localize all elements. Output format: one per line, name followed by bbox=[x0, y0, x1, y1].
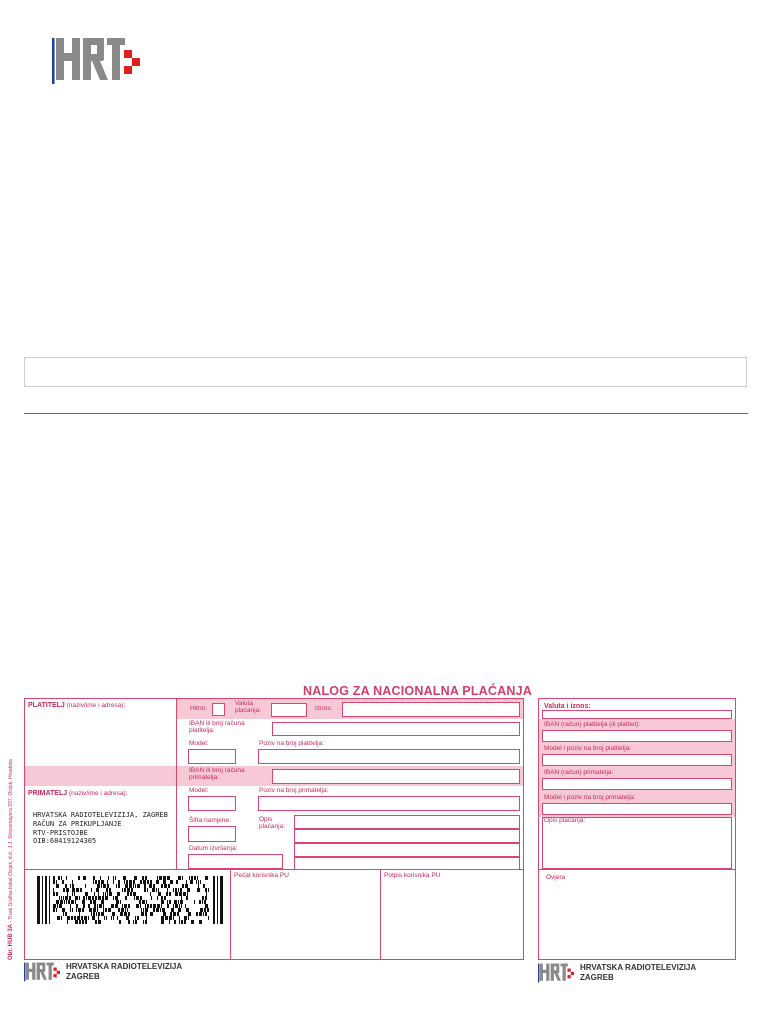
hrt-logo-small bbox=[538, 963, 574, 983]
payment-description-line[interactable] bbox=[294, 829, 520, 843]
recipient-line: OIB:68419124305 bbox=[33, 837, 97, 846]
stub-recipient-iban-label: IBAN (račun) primatelja: bbox=[544, 769, 614, 776]
form-side-print-note bbox=[8, 759, 14, 960]
stub-recipient-iban-field[interactable] bbox=[542, 778, 732, 790]
recipient-iban-label: IBAN ili broj računa primatelja: bbox=[189, 767, 245, 781]
recipient-address bbox=[33, 811, 168, 846]
form-column-divider bbox=[176, 699, 177, 869]
divider-line bbox=[24, 413, 748, 414]
payer-iban-label: IBAN ili broj računa platitelja: bbox=[189, 720, 245, 734]
urgent-label: Hitno: bbox=[190, 705, 207, 712]
stub-currency-amount-field[interactable] bbox=[542, 710, 732, 719]
stamp-label: Pečat korisnika PU bbox=[234, 872, 289, 879]
brand-city: ZAGREB bbox=[580, 973, 614, 982]
payer-model-field[interactable] bbox=[188, 749, 236, 764]
payer-reference-label: Poziv na broj platitelja: bbox=[259, 740, 325, 747]
hrt-logo-small bbox=[24, 962, 60, 982]
payment-description-line[interactable] bbox=[294, 843, 520, 857]
payer-model-label: Model: bbox=[189, 740, 209, 747]
execution-date-label: Datum izvršenja: bbox=[189, 845, 238, 852]
print-note: - Tisak Grafika tiskat Osijek, d.d., J.J. Strossmayera 337, Osijek, Hrvatska bbox=[8, 759, 14, 924]
payer-area[interactable] bbox=[26, 712, 176, 766]
purpose-code-field[interactable] bbox=[188, 826, 236, 842]
payer-reference-field[interactable] bbox=[258, 749, 520, 764]
recipient-reference-field[interactable] bbox=[258, 796, 520, 811]
brand-footer-left bbox=[24, 962, 182, 982]
stamp-divider bbox=[230, 869, 231, 959]
brand-footer-right bbox=[538, 963, 696, 983]
amount-field[interactable] bbox=[342, 702, 520, 717]
recipient-model-label: Model: bbox=[189, 787, 209, 794]
payment-description-line[interactable] bbox=[294, 815, 520, 829]
stub-payer-reference-label: Model i poziv na broj platitelja: bbox=[544, 745, 632, 752]
stub-description-label: Opis plaćanja: bbox=[544, 817, 586, 824]
pdf417-barcode bbox=[37, 876, 225, 924]
execution-date-field[interactable] bbox=[188, 854, 283, 869]
stub-description-field[interactable] bbox=[542, 817, 732, 869]
form-title: NALOG ZA NACIONALNA PLAĆANJA bbox=[303, 684, 532, 698]
signature-label: Potpis korisnika PU bbox=[384, 872, 441, 879]
stub-verification-label: Ovjera bbox=[546, 874, 566, 881]
brand-name: HRVATSKA RADIOTELEVIZIJA bbox=[66, 962, 183, 971]
recipient-reference-label: Poziv na broj primatelja: bbox=[259, 787, 329, 794]
payment-description-label: Opis plaćanja: bbox=[259, 816, 286, 830]
purpose-code-label: Šifra namjene: bbox=[189, 817, 231, 824]
stub-lower-divider bbox=[539, 869, 735, 870]
amount-label: Iznos: bbox=[315, 705, 333, 712]
brand-name: HRVATSKA RADIOTELEVIZIJA bbox=[580, 963, 697, 972]
hrt-logo bbox=[52, 38, 140, 84]
recipient-line: HRVATSKA RADIOTELEVIZIJA, ZAGREB bbox=[33, 811, 168, 819]
recipient-iban-field[interactable] bbox=[272, 769, 520, 784]
stub-recipient-reference-label: Model i poziv na broj primatelja: bbox=[544, 794, 636, 801]
stub-currency-amount-label: Valuta i iznos: bbox=[544, 703, 591, 710]
recipient-line: RTV-PRISTOJBE bbox=[33, 828, 88, 837]
currency-field[interactable] bbox=[271, 703, 307, 717]
stub-payer-iban-field[interactable] bbox=[542, 730, 732, 742]
stub-payer-iban-label: IBAN (račun) platitelja (ili platitel): bbox=[544, 721, 641, 728]
recipient-line: RAČUN ZA PRIKUPLJANJE bbox=[33, 819, 122, 828]
payer-label: PLATITELJ (naziv/ime i adresa): bbox=[28, 702, 126, 709]
payer-iban-field[interactable] bbox=[272, 722, 520, 736]
stub-payer-reference-field[interactable] bbox=[542, 754, 732, 766]
currency-label: Valuta plaćanja: bbox=[235, 700, 262, 714]
recipient-model-field[interactable] bbox=[188, 796, 236, 811]
form-code: Obr. HUB 3A bbox=[8, 923, 14, 960]
lower-section-divider bbox=[25, 869, 523, 870]
recipient-label: PRIMATELJ (naziv/ime i adresa): bbox=[28, 790, 128, 797]
brand-city: ZAGREB bbox=[66, 972, 100, 981]
empty-notice-box bbox=[24, 357, 747, 387]
stub-recipient-reference-field[interactable] bbox=[542, 803, 732, 815]
urgent-checkbox[interactable] bbox=[212, 703, 225, 716]
signature-divider bbox=[380, 869, 381, 959]
